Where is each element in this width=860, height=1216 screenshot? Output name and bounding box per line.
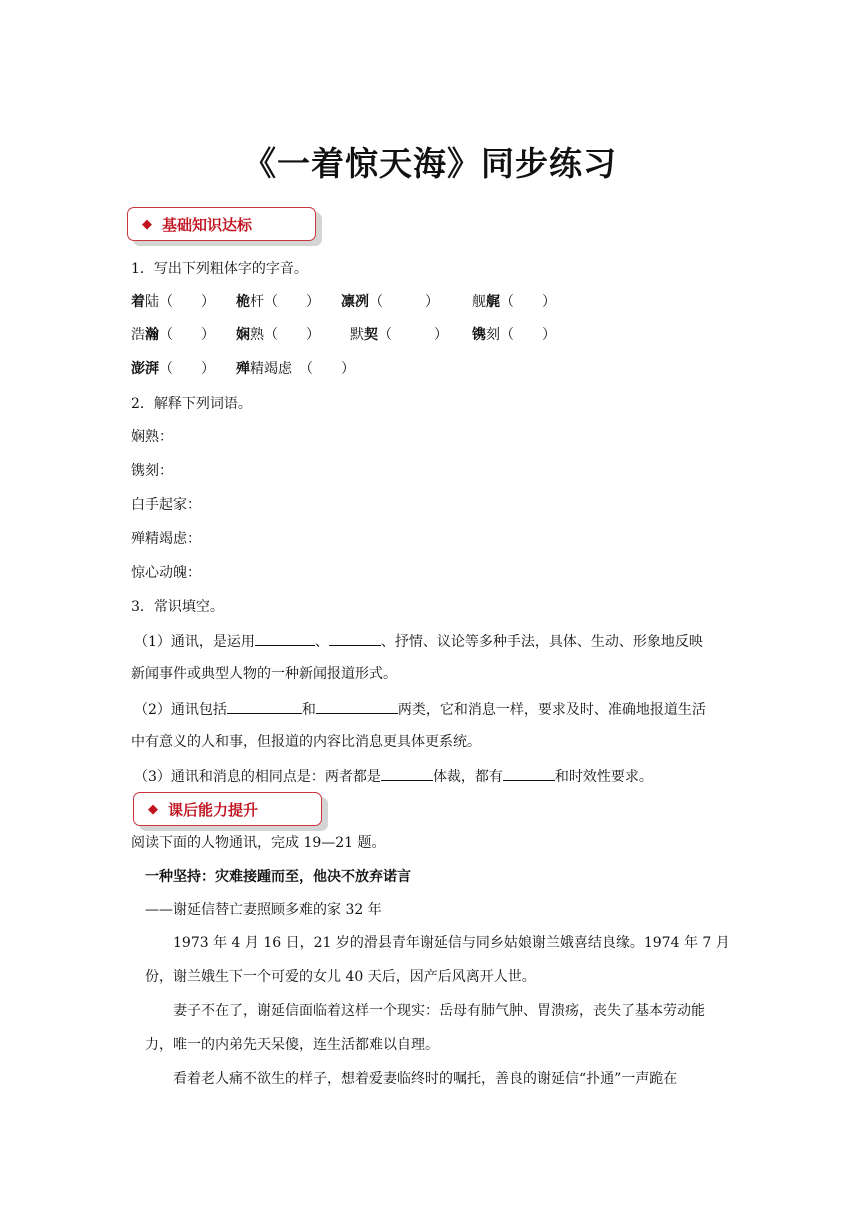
fill-blank[interactable]	[316, 699, 398, 714]
pinyin-item: 殚精竭虑 （ ）	[236, 361, 355, 377]
page-title: 《一着惊天海》同步练习	[243, 144, 617, 183]
definition-item: 殚精竭虑：	[131, 531, 201, 547]
fill-blank[interactable]	[227, 699, 302, 714]
question-3-prompt: 3．常识填空。	[131, 599, 224, 615]
article-paragraph: 看着老人痛不欲生的样子，想着爱妻临终时的嘱托，善良的谢延信“扑通”一声跪在	[173, 1071, 678, 1087]
article-paragraph: 1973 年 4 月 16 日，21 岁的滑县青年谢延信与同乡姑娘谢兰娥喜结良缘。1974 年 7 月份，谢兰娥生下一个可爱的女儿 40 天后，因产后风离开人世。	[145, 935, 730, 985]
pinyin-item: 凛冽（ ）	[341, 294, 439, 310]
article-paragraph: 妻子不在了，谢延信面临着这样一个现实：岳母有肺气肿、胃溃疡，丧失了基本劳动能力，唯一的内弟先天呆傻，连生活都难以自理。	[145, 1003, 705, 1053]
question-2-prompt: 2．解释下列词语。	[131, 396, 252, 412]
fill-sentence-2-cont: 中有意义的人和事，但报道的内容比消息更具体更系统。	[131, 734, 481, 750]
fill-sentence-1: （1）通讯，是运用 、 、抒情、议论等多种手法，具体、生动、形象地反映	[134, 631, 703, 651]
definition-item: 镌刻：	[131, 463, 173, 479]
definition-item: 白手起家：	[131, 497, 201, 513]
pinyin-item: 舰艉（ ）	[472, 294, 556, 310]
fill-blank[interactable]	[503, 766, 555, 781]
reading-intro: 阅读下面的人物通讯，完成 19—21 题。	[131, 835, 386, 851]
pinyin-item: 桅杆（ ）	[236, 294, 320, 310]
pinyin-item: 澎湃（ ）	[131, 361, 215, 377]
fill-blank[interactable]	[381, 766, 433, 781]
section-title: 基础知识达标	[162, 215, 253, 234]
pinyin-item: 默契（ ）	[350, 327, 448, 343]
article-subheading: ——谢延信替亡妻照顾多难的家 32 年	[145, 902, 382, 918]
pinyin-item: 镌刻（ ）	[472, 327, 556, 343]
pinyin-item: 娴熟（ ）	[236, 327, 320, 343]
diamond-icon: ◆	[148, 801, 158, 817]
definition-item: 娴熟：	[131, 429, 173, 445]
section-badge-basic	[127, 207, 316, 241]
section-badge-advanced	[133, 792, 322, 826]
pinyin-item: 着陆（ ）	[131, 294, 215, 310]
pinyin-item: 浩瀚（ ）	[131, 327, 215, 343]
section-title: 课后能力提升	[168, 800, 259, 819]
fill-blank[interactable]	[255, 631, 315, 646]
definition-item: 惊心动魄：	[131, 565, 201, 581]
fill-sentence-3: （3）通讯和消息的相同点是：两者都是 体裁，都有 和时效性要求。	[134, 766, 653, 786]
fill-blank[interactable]	[329, 631, 381, 646]
diamond-icon: ◆	[142, 216, 152, 232]
question-1-prompt: 1．写出下列粗体字的字音。	[131, 261, 308, 277]
fill-sentence-2: （2）通讯包括 和 两类，它和消息一样，要求及时、准确地报道生活	[134, 699, 706, 719]
fill-sentence-1-cont: 新闻事件或典型人物的一种新闻报道形式。	[131, 666, 397, 682]
article-headline: 一种坚持：灾难接踵而至，他决不放弃诺言	[145, 869, 411, 885]
